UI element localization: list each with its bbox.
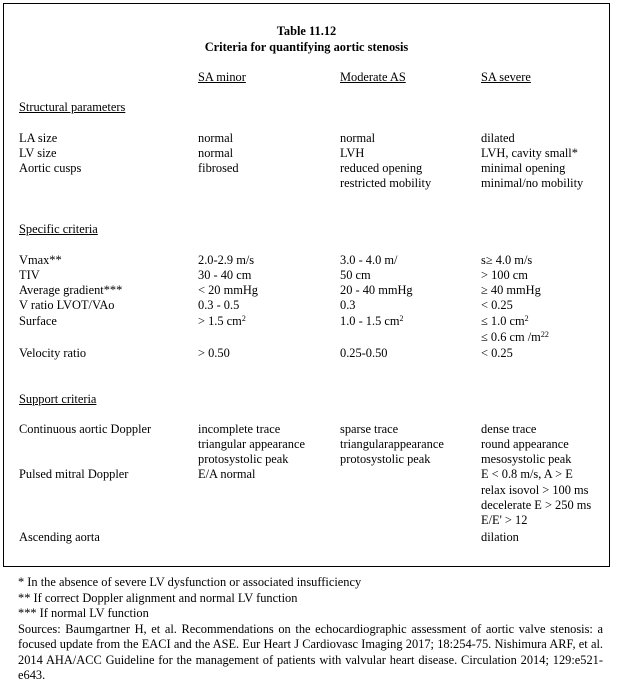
table-cell: minimal opening	[481, 161, 566, 175]
footnote: * In the absence of severe LV dysfunction or associated insufficiency	[18, 575, 362, 589]
table-cell: reduced opening	[340, 161, 423, 175]
table-cell: E/E' > 12	[481, 513, 528, 527]
table-cell: ≥ 40 mmHg	[481, 283, 541, 297]
table-cell: 3.0 - 4.0 m/	[340, 253, 398, 267]
row-label: Continuous aortic Doppler	[19, 422, 152, 436]
table-cell: normal	[198, 131, 234, 145]
footnote: *** If normal LV function	[18, 606, 149, 620]
row-label: Aortic cusps	[19, 161, 82, 175]
table-cell: minimal/no mobility	[481, 176, 584, 190]
table-subtitle: Criteria for quantifying aortic stenosis	[204, 40, 409, 54]
table-cell: > 100 cm	[481, 268, 528, 282]
table-cell: protosystolic peak	[198, 452, 289, 466]
table-cell: incomplete trace	[198, 422, 281, 436]
row-label: Average gradient***	[19, 283, 123, 297]
row-label: Surface	[19, 314, 57, 328]
footnotes	[18, 575, 603, 684]
row-label: Ascending aorta	[19, 530, 100, 544]
row-label: LV size	[19, 146, 57, 160]
row-label: Pulsed mitral Doppler	[19, 467, 129, 481]
table-cell: dilation	[481, 530, 519, 544]
table-cell: decelerate E > 250 ms	[481, 498, 592, 512]
footnote: ** If correct Doppler alignment and normal LV function	[18, 590, 298, 605]
table-cell: 20 - 40 mmHg	[340, 283, 413, 297]
table-cell: normal	[198, 146, 234, 160]
section-heading-support: Support criteria	[19, 392, 97, 406]
table-cell: 0.3 - 0.5	[198, 298, 240, 312]
table-cell: 50 cm	[340, 268, 371, 282]
table-cell: normal	[340, 131, 376, 145]
table-cell: mesosystolic peak	[481, 452, 572, 466]
table-cell: < 20 mmHg	[198, 283, 258, 297]
row-label: LA size	[19, 131, 58, 145]
table-cell: > 0.50	[198, 346, 230, 360]
table-cell: restricted mobility	[340, 176, 432, 190]
table-cell: 30 - 40 cm	[198, 268, 252, 282]
table-cell: LVH, cavity small*	[481, 146, 578, 160]
column-header-moderate-as: Moderate AS	[340, 70, 406, 84]
section-heading-structural: Structural parameters	[19, 100, 126, 114]
table-cell: ≤ 0.6 cm $/m^{22}$	[481, 330, 549, 344]
sources-text: Sources: Baumgartner H, et al. Recommendations on the echocardiographic assessment of aortic valve stenosis: a focused update from the EACI and the ASE. Eur Heart J Cardiovasc Imaging 2017; 18:254-75. Nishimura ARF, et al. 2014 AHA/ACC Guideline for the management of patients with valvular heart disease. Circulation 2014; 129:e521-e643.	[18, 621, 603, 682]
table-cell: round appearance	[481, 437, 569, 451]
column-header-sa-severe: SA severe	[481, 70, 531, 84]
table-cell: E/A normal	[198, 467, 256, 481]
row-label: Vmax**	[19, 253, 62, 267]
row-label: TIV	[19, 268, 40, 282]
row-label: Velocity ratio	[19, 346, 87, 360]
table-cell: 2.0-2.9 m/s	[198, 253, 255, 267]
table-cell: s≥ 4.0 m/s	[481, 253, 533, 267]
table-cell: 0.3	[340, 298, 356, 312]
table-cell: E < 0.8 m/s, A > E	[481, 467, 573, 481]
table-cell: < 0.25	[481, 346, 513, 360]
table-cell: LVH	[340, 146, 365, 160]
table-cell: dense trace	[481, 422, 537, 436]
table-cell: triangularappearance	[340, 437, 444, 451]
table-cell: dilated	[481, 131, 515, 145]
table-cell: > 1.5 $cm^2$	[198, 314, 246, 328]
table-cell: sparse trace	[340, 422, 399, 436]
table-cell: ≤ 1.0 $cm^2$	[481, 314, 529, 328]
table-cell: 0.25-0.50	[340, 346, 388, 360]
row-label: V ratio LVOT/VAo	[19, 298, 115, 312]
table-cell: triangular appearance	[198, 437, 305, 451]
column-header-sa-minor: SA minor	[198, 70, 246, 84]
table-frame	[3, 3, 610, 567]
table-title: Table 11.12	[276, 24, 337, 38]
table-cell: protosystolic peak	[340, 452, 431, 466]
section-heading-specific: Specific criteria	[19, 222, 98, 236]
table-cell: < 0.25	[481, 298, 513, 312]
table-cell: 1.0 - 1.5 $cm^2$	[340, 314, 404, 328]
table-cell: relax isovol > 100 ms	[481, 483, 589, 497]
table-cell: fibrosed	[198, 161, 239, 175]
